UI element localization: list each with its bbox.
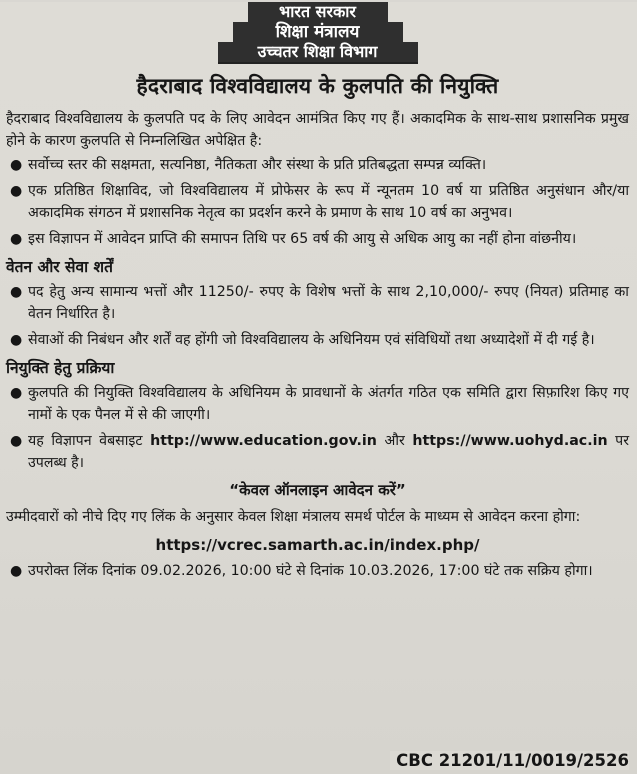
salary-list [6,281,629,351]
process-heading: नियुक्ति हेतु प्रक्रिया [6,359,115,377]
intro-paragraph: हैदराबाद विश्वविद्यालय के कुलपति पद के लिए आवेदन आमंत्रित किए गए हैं। अकादमिक के साथ-साथ प्रशासनिक प्रमुख होने के कारण कुलपति से निम्नलिखित अपेक्षित है: [6,111,629,149]
bullet-icon: ● [10,183,23,199]
salary-heading: वेतन और सेवा शर्तें [6,258,113,276]
list-item: ● यह विज्ञापन वेबसाइट http://www.education.gov.in और https://www.uohyd.ac.in पर उपलब्ध है। [6,430,629,474]
list-item: ● सेवाओं की निबंधन और शर्तें वह होंगी जो विश्वविद्यालय के अधिनियम एवं संविधियों तथा अध्यादेशों में दी गई है। [6,329,629,351]
advertisement-page [0,2,637,774]
bullet-icon: ● [10,231,23,247]
education-website-link[interactable]: http://www.education.gov.in [150,433,377,449]
list-item: ● सर्वोच्च स्तर की सक्षमता, सत्यनिष्ठा, नैतिकता और संस्था के प्रति प्रतिबद्धता सम्पन्न व्यक्ति। [6,154,629,176]
list-item: ● एक प्रतिष्ठित शिक्षाविद, जो विश्वविद्यालय में प्रोफेसर के रूप में न्यूनतम 10 वर्ष या प्रतिष्ठित अनुसंधान और/या अकादमिक संगठन में प्रशासनिक नेतृत्व का प्रदर्शन करने के प्रमाण के साथ 10 वर्ष का अनुभव। [6,180,629,224]
bullet-icon: ● [10,385,23,401]
validity-list [6,560,629,582]
bullet-icon: ● [10,563,23,579]
bullet-icon: ● [10,433,23,449]
apply-instructions: उम्मीदवारों को नीचे दिए गए लिंक के अनुसार केवल शिक्षा मंत्रालय समर्थ पोर्टल के माध्यम से आवेदन करना होगा: [6,509,581,525]
online-only-note: “केवल ऑनलाइन आवेदन करें” [229,481,406,499]
page-title: हैदराबाद विश्वविद्यालय के कुलपति की नियुक्ति [136,74,499,98]
requirements-list [6,154,629,250]
uohyd-website-link[interactable]: https://www.uohyd.ac.in [412,433,608,449]
list-item: ● उपरोक्त लिंक दिनांक 09.02.2026, 10:00 घंटे से दिनांक 10.03.2026, 17:00 घंटे तक सक्रिय होगा। [6,560,629,582]
bullet-icon: ● [10,332,23,348]
list-item: ● पद हेतु अन्य सामान्य भत्तों और 11250/- रुपए के विशेष भत्तों के साथ 2,10,000/- रुपए (नियत) प्रतिमाह का वेतन निर्धारित है। [6,281,629,325]
header-govt-of-india: भारत सरकार [248,2,388,22]
process-list [6,382,629,474]
samarth-portal-link[interactable]: https://vcrec.samarth.ac.in/index.php/ [155,536,480,554]
header-department: उच्चतर शिक्षा विभाग [218,42,418,64]
cbc-code: CBC 21201/11/0019/2526 [390,751,629,770]
header-ministry: शिक्षा मंत्रालय [233,22,403,42]
bullet-icon: ● [10,157,23,173]
bullet-icon: ● [10,284,23,300]
list-item: ● कुलपति की नियुक्ति विश्वविद्यालय के अधिनियम के प्रावधानों के अंतर्गत गठित एक समिति द्वारा सिफ़ारिश किए गए नामों के एक पैनल में से की जाएगी। [6,382,629,426]
list-item: ● इस विज्ञापन में आवेदन प्राप्ति की समापन तिथि पर 65 वर्ष की आयु से अधिक आयु का नहीं होना वांछनीय। [6,228,629,250]
